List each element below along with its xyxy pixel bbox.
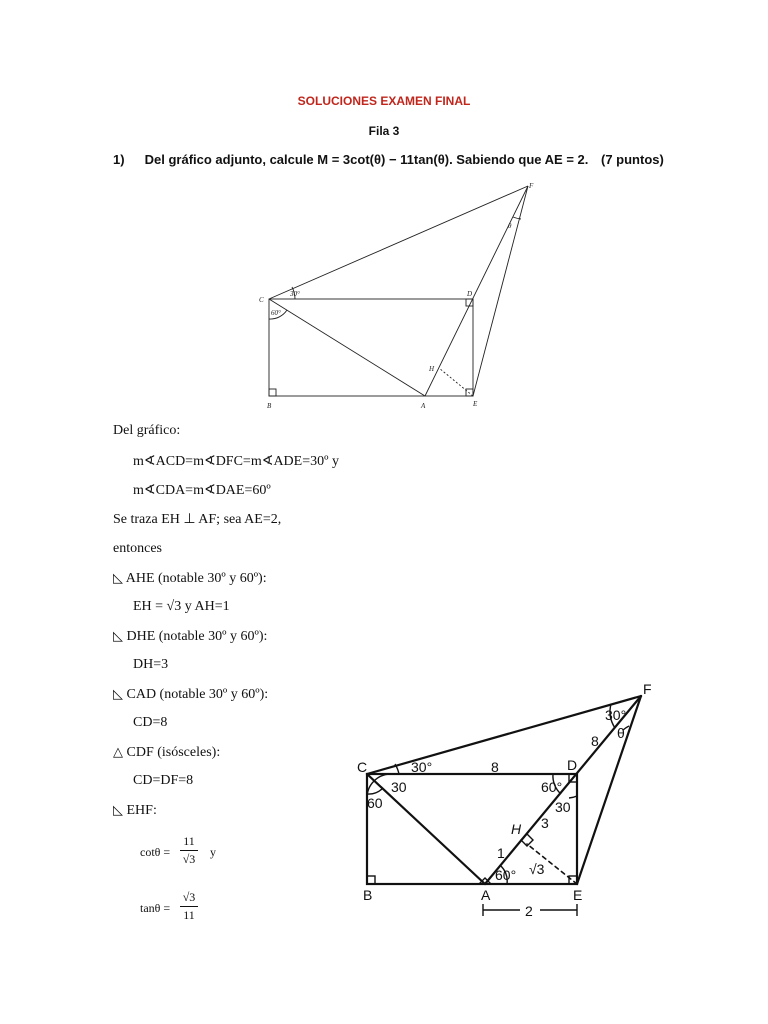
triangle-ahe-text: AHE (notable 30º y 60º): [125,571,267,586]
fig2-cd: 8 [491,759,499,775]
triangle-dhe-text: DHE (notable 30º y 60º): [126,629,268,644]
fig2-angle-30-d: 30 [555,799,571,815]
line2-ca [367,774,485,884]
triangle-cdf-text: CDF (isósceles): [126,745,221,760]
figure-1 [255,178,545,418]
tan-denominator: 11 [183,908,195,922]
right-triangle-icon: ◺ [113,686,123,701]
cot-denominator: √3 [182,852,196,866]
fig2-angle-60-a: 60° [495,867,517,883]
triangle-dhe [113,628,267,645]
fig2-label-f: F [643,681,652,697]
triangle-dhe-result: DH=3 [133,657,169,672]
line-cf [269,186,528,299]
cot-numerator: 11 [183,834,195,848]
line2-fe [577,696,641,884]
fig2-label-e: E [573,887,583,903]
fig2-label-b: B [363,887,373,903]
cot-lhs: cotθ = [140,845,171,859]
triangle-cdf [113,744,220,761]
rect-bcde [269,299,473,396]
right-triangle-icon: ◺ [113,802,123,817]
line-fe [473,186,528,396]
tan-equation [140,890,230,924]
triangle-ahe-result: EH = √3 y AH=1 [133,599,230,614]
fig2-eh: √3 [529,861,545,877]
fig2-angle-60-d: 60° [541,779,563,795]
problem-points: (7 puntos) [601,152,664,167]
cot-equation [140,834,260,868]
fig2-label-a: A [481,887,491,903]
document-subtitle: Fila 3 [368,124,400,138]
triangle-ahe [113,570,267,587]
solution-line-4: entonces [113,541,162,556]
fig1-label-f: F [529,182,534,190]
solution-intro: Del gráfico: [113,423,181,438]
cot-fraction-bar [180,850,198,851]
fig2-angle-30-c: 30° [411,759,433,775]
fig2-df: 8 [591,733,599,749]
fig2-hd: 3 [541,815,549,831]
solution-line-2: m∢CDA=m∢DAE=60º [133,483,271,498]
fig1-label-c: C [259,296,264,304]
triangle-icon: △ [113,744,123,759]
triangle-ehf [113,802,157,819]
fig1-angle-30: 30° [290,290,300,298]
fig1-angle-60: 60° [271,309,281,317]
figure-2 [355,680,655,920]
solution-line-3: Se traza EH ⊥ AF; sea AE=2, [113,512,282,527]
document-title: SOLUCIONES EXAMEN FINAL [297,94,471,108]
fig2-angle-30-f: 30° [605,707,627,723]
fig2-angle-30-c2: 30 [391,779,407,795]
solution-line-1: m∢ACD=m∢DFC=m∢ADE=30º y [133,454,339,469]
fig2-angle-theta: θ [617,725,625,741]
fig1-label-a: A [421,402,426,410]
problem-text: Del gráfico adjunto, calcule M = 3cot(θ) − 11tan(θ). Sabiendo que AE = 2. [144,152,589,167]
fig1-label-d: D [467,290,473,298]
fig1-label-h: H [429,365,435,373]
fig2-label-d: D [567,757,578,773]
line-ca [269,299,425,396]
fig2-label-h: H [511,821,522,837]
triangle-cad-result: CD=8 [133,715,168,730]
tan-numerator: √3 [182,890,196,904]
triangle-cad [113,686,268,703]
fig1-label-e: E [473,400,478,408]
fig2-angle-60-c: 60 [367,795,383,811]
tan-fraction-bar [180,906,198,907]
triangle-cdf-result: CD=DF=8 [133,773,194,788]
right-triangle-icon: ◺ [113,570,123,585]
fig2-ah: 1 [497,845,505,861]
cot-and: y [210,845,216,859]
triangle-ehf-text: EHF: [126,803,157,818]
problem-number: 1) [113,152,125,167]
fig2-label-c: C [357,759,368,775]
fig1-angle-theta: θ [508,222,512,230]
right-triangle-icon: ◺ [113,628,123,643]
line2-cf [367,696,641,774]
fig2-ae: 2 [525,903,533,919]
fig1-label-b: B [267,402,272,410]
problem-statement [113,152,673,167]
tan-lhs: tanθ = [140,901,171,915]
line-eh [439,368,473,396]
line-fa [425,186,528,396]
triangle-cad-text: CAD (notable 30º y 60º): [126,687,269,702]
